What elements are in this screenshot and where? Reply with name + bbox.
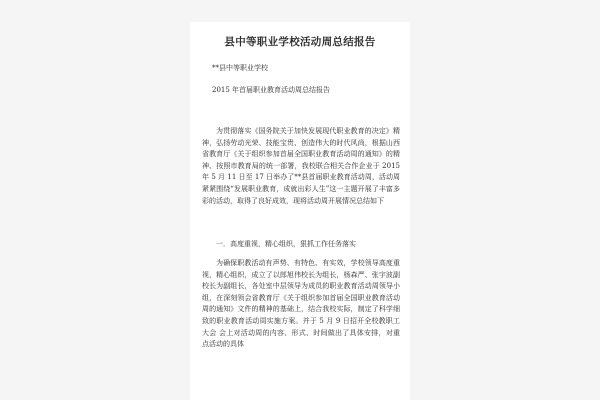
school-line: **县中等职业学校 (212, 64, 268, 72)
section-heading: 一．高度重视，精心组织，狠抓工作任务落实 (216, 240, 356, 248)
document-page (190, 22, 410, 400)
report-subtitle: 2015 年首届职业教育活动周总结报告 (212, 86, 331, 94)
body-paragraph: 为确保职教活动有声势、有特色、有实效，学校领导高度重视，精心组织，成立了以郎旭伟校长为组长，杨森严、张宇波副校长为副组长，各处室中层领导为成员的职业教育活动周领导小组，在深刻领会省教育厅《关于组织参加首届全国职业教育活动周的通知》文件的精神的基础上，结合我校实际，制定了科学细致的职业教育活动周实施方案。并于 5 月 9 日招开全校教职工大会 会上对活动周的内容、形式、时间做出了具体安排，对重点活动的具体 (202, 259, 400, 349)
intro-paragraph: 为贯彻落实《国务院关于加快发展现代职业教育的决定》精神，弘扬劳动光荣、技能宝贵、创造伟大的时代风尚，根据山西省教育厅《关于组织参加首届全国职业教育活动周的通知》的精神、按照市教育局的统一部署，我校联合相关合作企业于 2015 年 5 月 11 日至 17 日举办了**县首届职业教育活动周，活动周紧紧围绕“发展职业教育，成就出彩人生”这一主题开展了丰富多彩的活动，取得了良好成效，现将活动周开展情况总结如下 (202, 127, 400, 205)
document-title: 县中等职业学校活动周总结报告 (224, 36, 376, 48)
